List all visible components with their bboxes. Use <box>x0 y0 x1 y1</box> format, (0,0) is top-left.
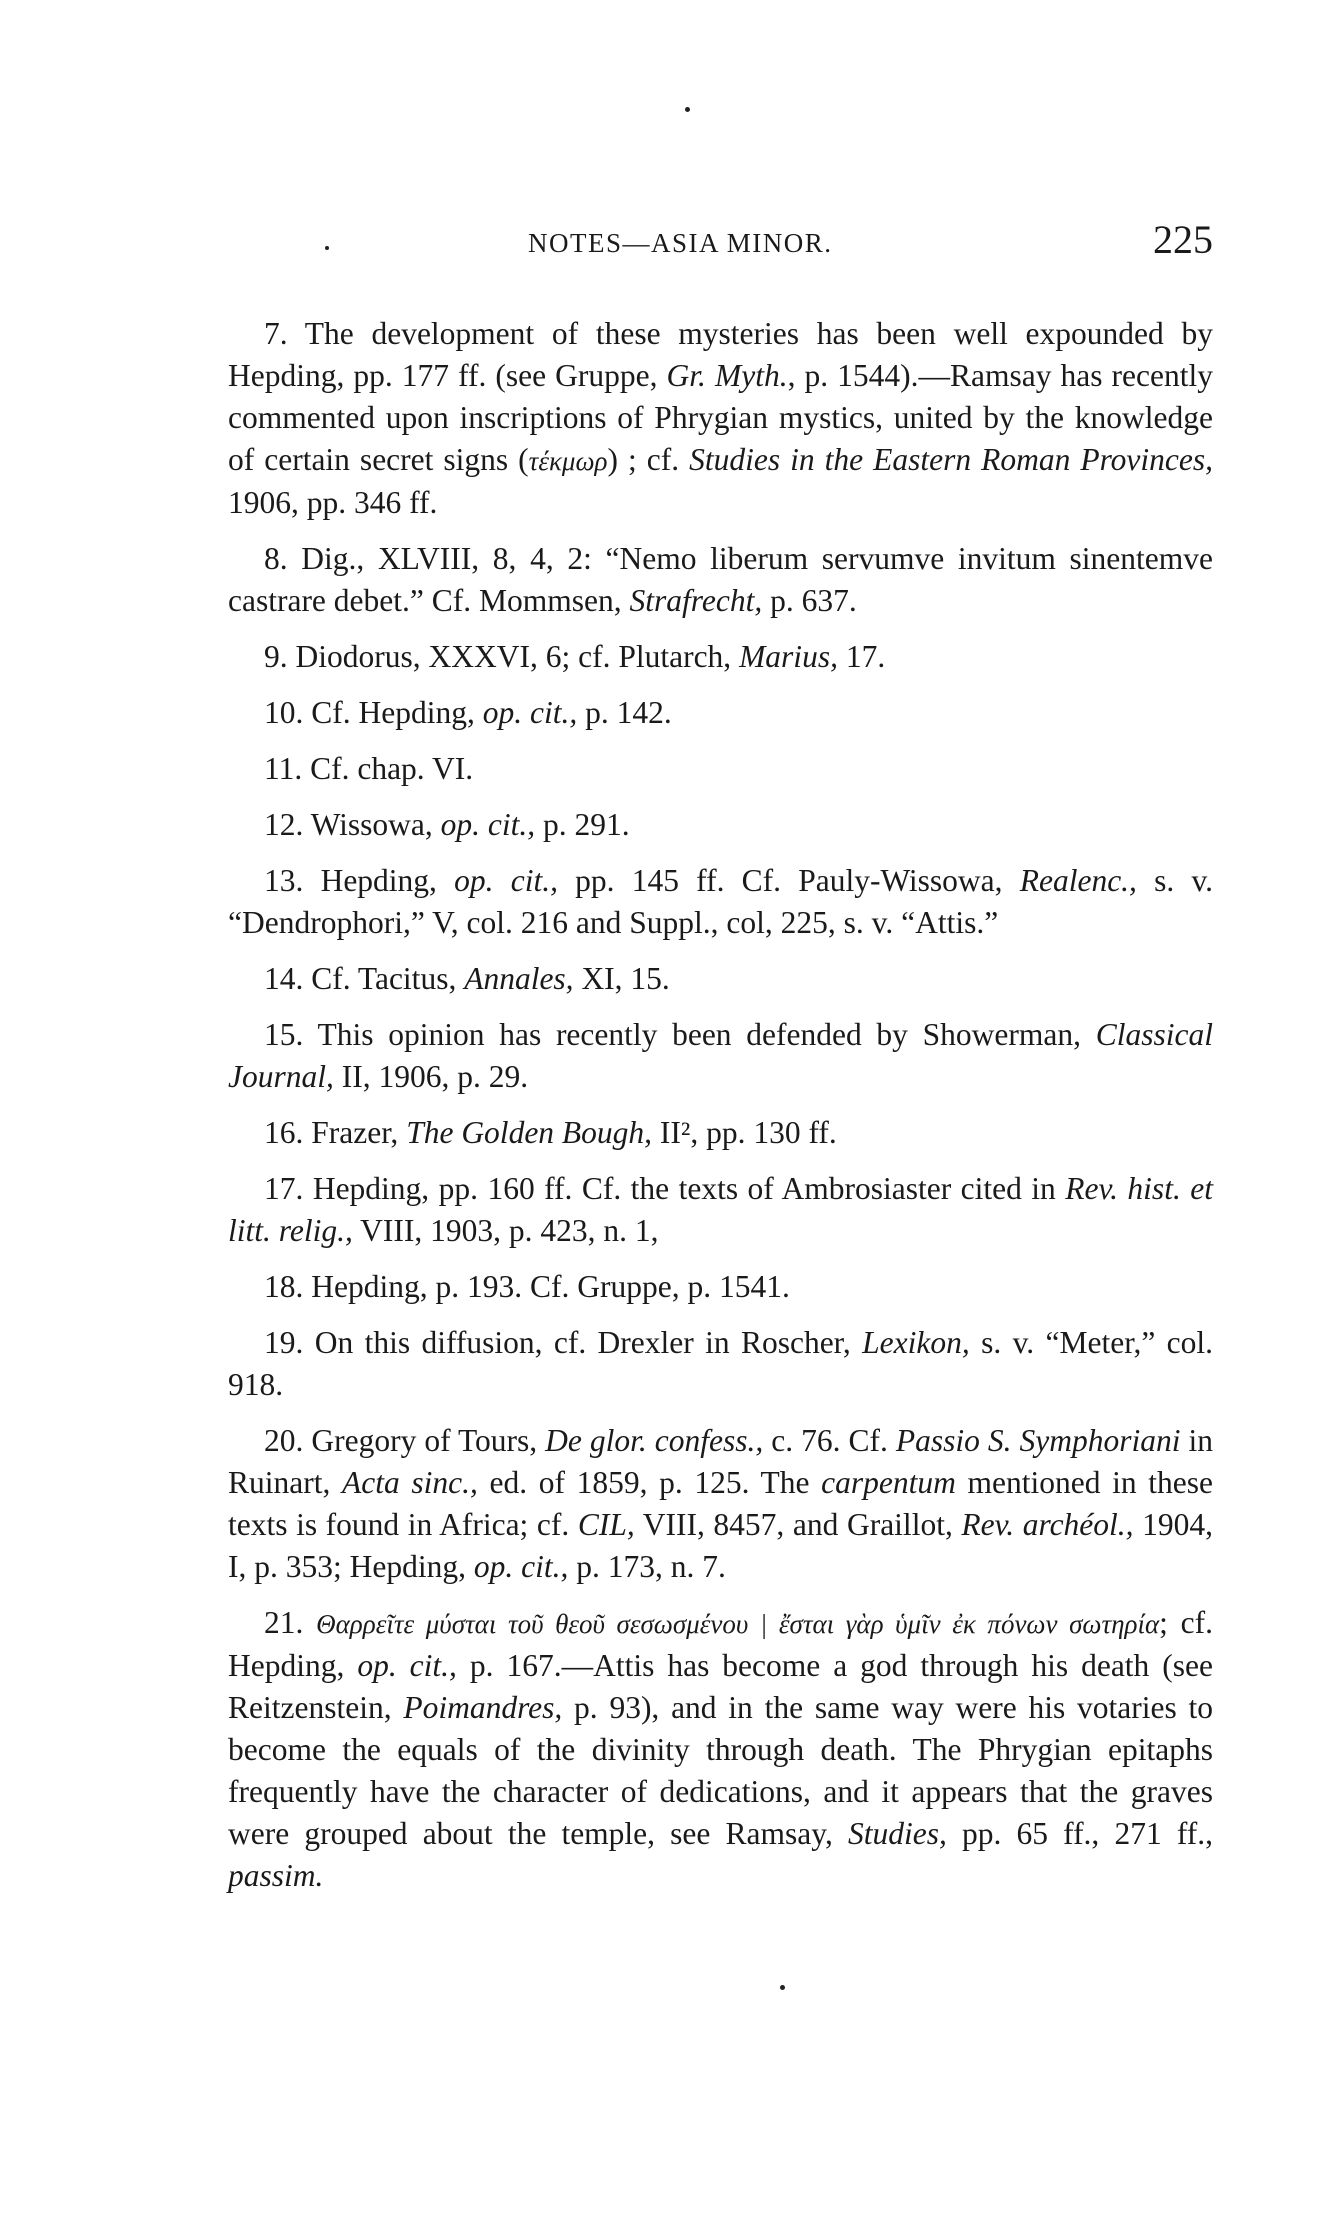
note-text: Frazer, <box>311 1115 407 1150</box>
italic-title: CIL, <box>577 1507 635 1542</box>
note-text: Cf. chap. VI. <box>310 751 474 786</box>
note-text: mentioned in these texts is found in Africa; cf. <box>228 1465 1213 1542</box>
footnote <box>228 636 1213 678</box>
italic-title: Rev. hist. et litt. relig., <box>228 1171 1213 1248</box>
note-text: p. 637. <box>762 583 857 618</box>
note-text: On this diffusion, cf. Drexler in Roscher, <box>314 1325 863 1360</box>
footnote <box>228 748 1213 790</box>
footnote <box>228 1014 1213 1098</box>
footnote <box>228 692 1213 734</box>
note-text: c. 76. Cf. <box>763 1423 896 1458</box>
footnote <box>228 1168 1213 1252</box>
greek-text: Θαρρεῖτε μύσται τοῦ θεοῦ σεσωσμένου | ἔσται γὰρ ὑμῖν ἐκ πόνων σωτηρία <box>316 1609 1160 1639</box>
note-text: Hepding, pp. 160 ff. Cf. the texts of Ambrosiaster cited in <box>312 1171 1066 1206</box>
footnote-number: 17. <box>264 1171 304 1206</box>
footnote-number: 13. <box>264 863 304 898</box>
footnotes-list <box>228 313 1213 1911</box>
note-text: This opinion has recently been defended by Showerman, <box>317 1017 1096 1052</box>
note-text: 1904, I, p. 353; Hepding, <box>228 1507 1214 1584</box>
italic-title: Acta sinc., <box>342 1465 478 1500</box>
ink-speck <box>780 1985 785 1990</box>
italic-title: Marius, <box>739 639 838 674</box>
note-text: VIII, 1903, p. 423, n. 1, <box>352 1213 659 1248</box>
note-text: XI, 15. <box>573 961 670 996</box>
italic-title: Lexikon, <box>862 1325 970 1360</box>
note-text: ) ; cf. <box>607 442 690 477</box>
note-text: p. 167.—Attis has become a god through his death (see Reitzenstein, <box>228 1648 1213 1725</box>
note-text: VIII, 8457, and Graillot, <box>634 1507 962 1542</box>
footnote-number: 12. <box>264 807 304 842</box>
italic-title: De glor. confess., <box>545 1423 764 1458</box>
footnote-number: 15. <box>264 1017 304 1052</box>
italic-title: carpentum <box>821 1465 956 1500</box>
footnote-number: 14. <box>264 961 304 996</box>
note-text: p. 173, n. 7. <box>568 1549 726 1584</box>
footnote <box>228 313 1213 524</box>
note-text: Gregory of Tours, <box>311 1423 546 1458</box>
italic-title: Passio S. Symphoriani <box>895 1423 1181 1458</box>
note-text: s. v. “Dendrophori,” V, col. 216 and Suppl., col, 225, s. v. “Attis.” <box>228 863 1214 940</box>
note-text: II², pp. 130 ff. <box>652 1115 837 1150</box>
italic-title: Strafrecht, <box>629 583 763 618</box>
footnote <box>228 1322 1213 1406</box>
page-number: 225 <box>1153 217 1213 262</box>
footnote <box>228 860 1213 944</box>
greek-text: τέκμωρ <box>528 446 608 476</box>
italic-title: Poimandres, <box>403 1690 563 1725</box>
note-text: pp. 65 ff., 271 ff., <box>946 1816 1213 1851</box>
footnote <box>228 804 1213 846</box>
footnote-number: 18. <box>264 1269 304 1304</box>
footnote <box>228 1602 1213 1897</box>
footnote-number: 16. <box>264 1115 304 1150</box>
italic-title: op. cit., <box>454 863 558 898</box>
footnote <box>228 1266 1213 1308</box>
italic-title: op. cit., <box>473 1549 569 1584</box>
italic-title: op. cit., <box>482 695 578 730</box>
ink-speck <box>685 107 690 112</box>
footnote-number: 11. <box>264 751 303 786</box>
note-text: in Ruinart, <box>228 1423 1213 1500</box>
note-text: ed. of 1859, p. 125. The <box>477 1465 822 1500</box>
footnote <box>228 1112 1213 1154</box>
note-text: s. v. “Meter,” col. 918. <box>228 1325 1214 1402</box>
footnote <box>228 958 1213 1000</box>
italic-title: passim. <box>228 1858 324 1893</box>
note-text: , p. 1544).—Ramsay has recently commented upon inscriptions of Phrygian mystics, united by the knowledge of certain secret signs ( <box>228 358 1213 477</box>
note-text: ; cf. Hepding, <box>228 1605 1213 1683</box>
note-text: p. 142. <box>577 695 672 730</box>
note-text: The development of these mysteries has been well expounded by Hepding, pp. 177 ff. (see Gruppe, <box>228 316 1213 393</box>
italic-title: Classical Journal, <box>228 1017 1213 1094</box>
italic-title: Realenc., <box>1019 863 1137 898</box>
note-text: II, 1906, p. 29. <box>333 1059 529 1094</box>
note-text: 17. <box>837 639 886 674</box>
note-text: 1906, pp. 346 ff. <box>228 485 438 520</box>
footnote-number: 21. <box>264 1605 304 1640</box>
italic-title: The Golden Bough, <box>406 1115 653 1150</box>
note-text: Hepding, <box>320 863 455 898</box>
italic-title: Annales, <box>464 961 574 996</box>
footnote-number: 20. <box>264 1423 304 1458</box>
footnote <box>228 1420 1213 1588</box>
note-text: Hepding, p. 193. Cf. Gruppe, p. 1541. <box>311 1269 790 1304</box>
footnote-number: 8. <box>264 541 288 576</box>
note-text: Wissowa, <box>310 807 441 842</box>
footnote-number: 19. <box>264 1325 304 1360</box>
page-header <box>228 217 1213 272</box>
running-head: NOTES—ASIA MINOR. <box>528 228 833 258</box>
note-text: Diodorus, XXXVI, 6; cf. Plutarch, <box>295 639 740 674</box>
footnote <box>228 538 1213 622</box>
italic-title: op. cit., <box>440 807 536 842</box>
note-text: p. 93), and in the same way were his votaries to become the equals of the divinity through death. The Phrygian epitaphs frequently have the character of dedications, and it appears that the graves were grouped about the temple, see Ramsay, <box>228 1690 1213 1851</box>
note-text: pp. 145 ff. Cf. Pauly-Wissowa, <box>557 863 1020 898</box>
note-text: Dig., XLVIII, 8, 4, 2: “Nemo liberum servumve invitum sinentemve castrare debet.” Cf. Mommsen, <box>228 541 1213 618</box>
footnote-number: 9. <box>264 639 288 674</box>
note-text: Cf. Tacitus, <box>311 961 465 996</box>
italic-title: op. cit., <box>357 1648 457 1683</box>
footnote-number: 7. <box>264 316 288 351</box>
note-text: p. 291. <box>535 807 630 842</box>
footnote-number: 10. <box>264 695 304 730</box>
note-text: Cf. Hepding, <box>311 695 483 730</box>
italic-title: Studies in the Eastern Roman Provinces, <box>689 442 1213 477</box>
italic-title: Rev. archéol., <box>961 1507 1134 1542</box>
italic-title: Gr. Myth. <box>666 358 788 393</box>
italic-title: Studies, <box>847 1816 947 1851</box>
